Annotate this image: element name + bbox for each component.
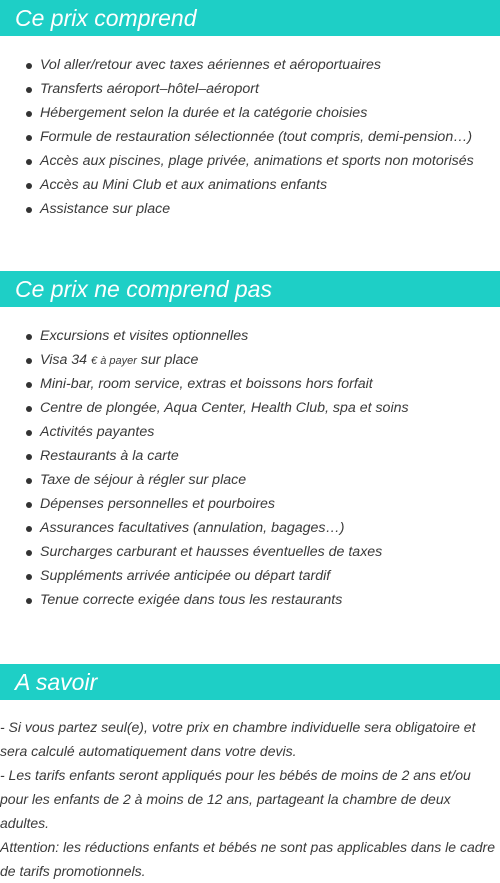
list-item: Suppléments arrivée anticipée ou départ tardif [0,564,500,588]
not-included-list [0,324,500,612]
savoir-paragraph: Attention: les réductions enfants et bébés ne sont pas applicables dans le cadre de tarifs promotionnels. [0,839,495,879]
savoir-paragraph: - Si vous partez seul(e), votre prix en chambre individuelle sera obligatoire et sera calculé automatiquement dans votre devis. [0,719,476,759]
included-title: Ce prix comprend [15,5,197,31]
list-item: Tenue correcte exigée dans tous les restaurants [0,588,500,612]
not-included-title: Ce prix ne comprend pas [15,276,272,302]
list-item-visa [0,348,500,372]
list-item: Vol aller/retour avec taxes aériennes et aéroportuaires [0,53,500,77]
list-item: Assurances facultatives (annulation, bagages…) [0,516,500,540]
a-savoir-header [0,664,500,700]
list-item: Hébergement selon la durée et la catégorie choisies [0,101,500,125]
list-item: Accès au Mini Club et aux animations enfants [0,173,500,197]
not-included-header [0,271,500,307]
savoir-paragraph: - Les tarifs enfants seront appliqués pour les bébés de moins de 2 ans et/ou pour les enfants de 2 à moins de 12 ans, partageant la chambre de deux adultes. [0,767,471,831]
included-header [0,0,500,36]
included-list [0,53,500,221]
list-item: Activités payantes [0,420,500,444]
list-item: Assistance sur place [0,197,500,221]
list-item: Taxe de séjour à régler sur place [0,468,500,492]
visa-suffix: sur place [136,352,199,368]
a-savoir-title: A savoir [15,669,98,695]
list-item: Excursions et visites optionnelles [0,324,500,348]
list-item: Transferts aéroport–hôtel–aéroport [0,77,500,101]
visa-payment-note: € à payer [91,355,137,367]
visa-label: Visa 34 [40,352,88,368]
list-item: Surcharges carburant et hausses éventuelles de taxes [0,540,500,564]
list-item: Mini-bar, room service, extras et boissons hors forfait [0,372,500,396]
list-item: Centre de plongée, Aqua Center, Health Club, spa et soins [0,396,500,420]
list-item: Dépenses personnelles et pourboires [0,492,500,516]
list-item: Accès aux piscines, plage privée, animations et sports non motorisés [0,149,500,173]
list-item: Restaurants à la carte [0,444,500,468]
list-item: Formule de restauration sélectionnée (tout compris, demi-pension…) [0,125,500,149]
a-savoir-text [0,715,500,883]
